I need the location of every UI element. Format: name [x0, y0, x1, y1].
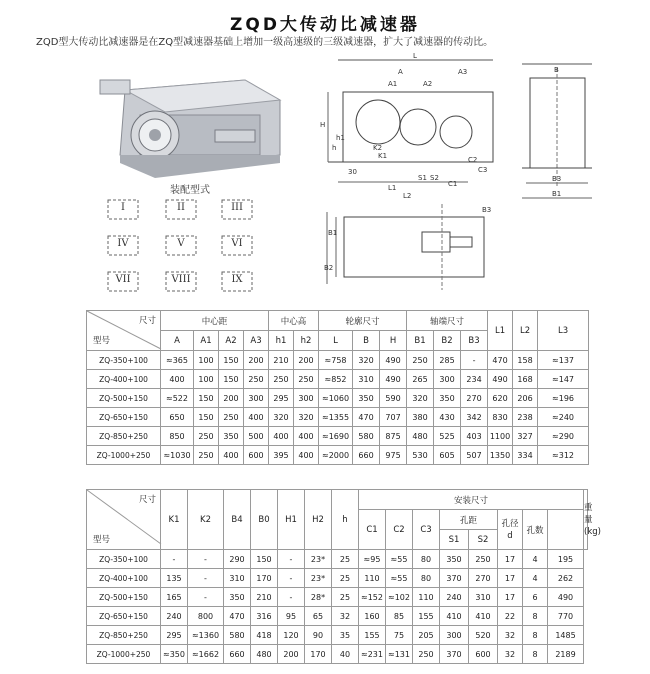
col-C2: C2 — [386, 510, 413, 550]
table-cell: - — [188, 569, 224, 588]
col-A: A — [161, 331, 194, 351]
table-cell: 155 — [413, 607, 440, 626]
table-cell: 250 — [469, 550, 498, 569]
variant-7: VII — [104, 270, 142, 293]
table-cell: 525 — [434, 427, 461, 446]
table-cell: 800 — [188, 607, 224, 626]
table-cell: ≈102 — [386, 588, 413, 607]
table-cell: ≈1690 — [319, 427, 353, 446]
table-cell: 490 — [548, 588, 584, 607]
table-cell: 200 — [294, 351, 319, 370]
model-cell: ZQ-350+100 — [87, 550, 161, 569]
table-cell: - — [278, 569, 305, 588]
model-cell: ZQ-650+150 — [87, 408, 161, 427]
label-30: 30 — [348, 168, 357, 176]
table-cell: 770 — [548, 607, 584, 626]
col-B4: B4 — [224, 490, 251, 550]
label-H: H — [320, 121, 326, 129]
table-cell: 40 — [332, 645, 359, 664]
table-cell: 234 — [461, 370, 488, 389]
table-cell: 210 — [269, 351, 294, 370]
table-cell: 240 — [440, 588, 469, 607]
table-row — [87, 389, 589, 408]
table-cell: 300 — [294, 389, 319, 408]
table-row — [87, 569, 588, 588]
table-cell: - — [461, 351, 488, 370]
table-cell: 370 — [440, 569, 469, 588]
table-row — [87, 408, 589, 427]
table-cell: 530 — [407, 446, 434, 465]
table-cell: ≈1030 — [161, 446, 194, 465]
col-h1: h1 — [269, 331, 294, 351]
table-cell: 240 — [161, 607, 188, 626]
label-A: A — [398, 68, 403, 76]
label-L1: L1 — [388, 184, 397, 192]
table-cell: 320 — [407, 389, 434, 408]
model-cell: ZQ-350+100 — [87, 351, 161, 370]
group-hole-spacing: 孔距 — [440, 510, 498, 530]
table-cell: 4 — [523, 569, 548, 588]
label-L: L — [413, 52, 417, 60]
col-L1: L1 — [488, 311, 513, 351]
table-cell: ≈55 — [386, 569, 413, 588]
table-cell: 285 — [434, 351, 461, 370]
col-C3: C3 — [413, 510, 440, 550]
table-cell: 660 — [224, 645, 251, 664]
table-cell: ≈137 — [538, 351, 589, 370]
table-cell: 875 — [380, 427, 407, 446]
model-cell: ZQ-850+250 — [87, 626, 161, 645]
col-S1: S1 — [440, 530, 469, 550]
col-hole-diameter: 孔径 d — [498, 510, 523, 550]
label-A1: A1 — [388, 80, 398, 88]
table-cell: 590 — [380, 389, 407, 408]
table1-body — [87, 351, 589, 465]
page-title: ZQD大传动比减速器 — [230, 15, 420, 35]
table-cell: ≈152 — [359, 588, 386, 607]
table-cell: 350 — [224, 588, 251, 607]
table-cell: 238 — [513, 408, 538, 427]
table-cell: 403 — [461, 427, 488, 446]
table-cell: ≈231 — [359, 645, 386, 664]
col-C1: C1 — [359, 510, 386, 550]
model-cell: ZQ-400+100 — [87, 370, 161, 389]
table-cell: 32 — [332, 607, 359, 626]
table-cell: 250 — [413, 645, 440, 664]
model-cell: ZQ-1000+250 — [87, 446, 161, 465]
table-cell: 17 — [498, 588, 523, 607]
col-hole-count: 孔数 — [523, 510, 548, 550]
table-cell: 490 — [380, 370, 407, 389]
table-cell: 250 — [294, 370, 319, 389]
table-cell: 200 — [244, 351, 269, 370]
table-cell: 490 — [380, 351, 407, 370]
table-cell: ≈1662 — [188, 645, 224, 664]
table-cell: 350 — [440, 550, 469, 569]
table-cell: 418 — [251, 626, 278, 645]
table-cell: 23* — [305, 569, 332, 588]
table-cell: - — [278, 550, 305, 569]
table-cell: 620 — [488, 389, 513, 408]
table-cell: ≈350 — [161, 645, 188, 664]
table-cell: 32 — [498, 626, 523, 645]
table-cell: 23* — [305, 550, 332, 569]
table-cell: 295 — [269, 389, 294, 408]
table-row — [87, 370, 589, 389]
variant-9: IX — [218, 270, 256, 293]
table-cell: 8 — [523, 607, 548, 626]
col-h2: h2 — [294, 331, 319, 351]
variant-5: V — [162, 234, 200, 257]
table-cell: 334 — [513, 446, 538, 465]
label-K2: K2 — [373, 144, 383, 152]
table-cell: 135 — [161, 569, 188, 588]
table-cell: 400 — [219, 446, 244, 465]
assembly-label: 装配型式 — [170, 185, 210, 196]
table-cell: 342 — [461, 408, 488, 427]
col-h: h — [332, 490, 359, 550]
table-cell: 165 — [161, 588, 188, 607]
group-shaft-end: 轴端尺寸 — [407, 311, 488, 331]
table-cell: ≈131 — [386, 645, 413, 664]
table-cell: 480 — [407, 427, 434, 446]
table-cell: ≈1355 — [319, 408, 353, 427]
label-C3: C3 — [478, 166, 488, 174]
label-top-B1: B1 — [328, 229, 338, 237]
table-cell: 250 — [219, 408, 244, 427]
variant-3: III — [218, 198, 256, 221]
label-h1: h1 — [336, 134, 345, 142]
side-view-drawing — [318, 52, 503, 200]
table-cell: 707 — [380, 408, 407, 427]
label-A2: A2 — [423, 80, 433, 88]
table-cell: 170 — [251, 569, 278, 588]
table-cell: 605 — [434, 446, 461, 465]
table-cell: 370 — [440, 645, 469, 664]
model-cell: ZQ-650+150 — [87, 607, 161, 626]
table2-diag-header: 尺寸 型号 — [87, 490, 161, 550]
table-cell: 265 — [407, 370, 434, 389]
table-cell: 500 — [244, 427, 269, 446]
table-cell: 95 — [278, 607, 305, 626]
model-cell: ZQ-500+150 — [87, 588, 161, 607]
table-cell: 110 — [359, 569, 386, 588]
variant-1: I — [104, 198, 142, 221]
table-cell: 270 — [469, 569, 498, 588]
table-cell: - — [278, 588, 305, 607]
table-cell: 250 — [269, 370, 294, 389]
table-cell: 17 — [498, 550, 523, 569]
table-row — [87, 427, 589, 446]
group-install: 安装尺寸 — [359, 490, 584, 510]
table-cell: 200 — [219, 389, 244, 408]
table-cell: 400 — [294, 427, 319, 446]
table-cell: ≈290 — [538, 427, 589, 446]
table-cell: ≈196 — [538, 389, 589, 408]
table-cell: 480 — [251, 645, 278, 664]
label-L2: L2 — [403, 192, 412, 200]
table-cell: 150 — [194, 389, 219, 408]
table-cell: 350 — [353, 389, 380, 408]
table-cell: 80 — [413, 550, 440, 569]
label-B1: B1 — [552, 190, 562, 198]
group-center-height: 中心高 — [269, 311, 319, 331]
table-cell: 320 — [269, 408, 294, 427]
table-cell: 250 — [244, 370, 269, 389]
col-L2: L2 — [513, 311, 538, 351]
table-cell: 100 — [194, 370, 219, 389]
table-cell: 650 — [161, 408, 194, 427]
table-cell: 850 — [161, 427, 194, 446]
col-L: L — [319, 331, 353, 351]
table-cell: ≈758 — [319, 351, 353, 370]
table-cell: 380 — [407, 408, 434, 427]
table-cell: 600 — [244, 446, 269, 465]
table-cell: 316 — [251, 607, 278, 626]
label-h: h — [332, 144, 337, 152]
col-A1: A1 — [194, 331, 219, 351]
table-cell: ≈95 — [359, 550, 386, 569]
table-cell: ≈1360 — [188, 626, 224, 645]
model-cell: ZQ-1000+250 — [87, 645, 161, 664]
top-view-drawing — [322, 202, 502, 292]
col-B: B — [353, 331, 380, 351]
table-cell: 270 — [461, 389, 488, 408]
table-cell: ≈55 — [386, 550, 413, 569]
table-cell: 310 — [224, 569, 251, 588]
table-cell: 170 — [305, 645, 332, 664]
group-center-distance: 中心距 — [161, 311, 269, 331]
page-subtitle: ZQD型大传动比减速器是在ZQ型减速器基础上增加一级高速级的三级减速器，扩大了减速器的传动比。 — [36, 37, 494, 48]
table-cell: 507 — [461, 446, 488, 465]
table-cell: 158 — [513, 351, 538, 370]
label-top-B3: B3 — [482, 206, 492, 214]
installation-table — [86, 489, 601, 664]
label-S1: S1 — [418, 174, 427, 182]
table-cell: 150 — [219, 370, 244, 389]
col-B3: B3 — [461, 331, 488, 351]
col-K1: K1 — [161, 490, 188, 550]
table-cell: 400 — [294, 446, 319, 465]
table-cell: 1100 — [488, 427, 513, 446]
table-cell: 327 — [513, 427, 538, 446]
col-S2: S2 — [469, 530, 498, 550]
table-cell: 1485 — [548, 626, 584, 645]
table-cell: 8 — [523, 626, 548, 645]
table-row — [87, 626, 588, 645]
table-cell: - — [188, 550, 224, 569]
label-C1: C1 — [448, 180, 458, 188]
table-cell: 65 — [305, 607, 332, 626]
table-cell: 300 — [434, 370, 461, 389]
table-cell: 300 — [244, 389, 269, 408]
col-B1: B1 — [407, 331, 434, 351]
label-C2: C2 — [468, 156, 478, 164]
table-cell: ≈522 — [161, 389, 194, 408]
variant-8: VIII — [162, 270, 200, 293]
table-cell: 295 — [161, 626, 188, 645]
table-cell: 25 — [332, 588, 359, 607]
table-cell: 80 — [413, 569, 440, 588]
table-cell: 975 — [380, 446, 407, 465]
assembly-variants — [104, 198, 259, 294]
col-A2: A2 — [219, 331, 244, 351]
table-cell: 262 — [548, 569, 584, 588]
table-cell: ≈240 — [538, 408, 589, 427]
table-cell: 320 — [294, 408, 319, 427]
table-cell: ≈852 — [319, 370, 353, 389]
col-H1: H1 — [278, 490, 305, 550]
table-cell: 6 — [523, 588, 548, 607]
table-cell: 195 — [548, 550, 584, 569]
table-cell: 400 — [161, 370, 194, 389]
table-cell: 400 — [244, 408, 269, 427]
table-cell: 600 — [469, 645, 498, 664]
table-cell: 300 — [440, 626, 469, 645]
table-cell: 206 — [513, 389, 538, 408]
table-cell: 400 — [269, 427, 294, 446]
variant-2: II — [162, 198, 200, 221]
col-B0: B0 — [251, 490, 278, 550]
label-S2: S2 — [430, 174, 439, 182]
table-cell: 160 — [359, 607, 386, 626]
table-cell: 8 — [523, 645, 548, 664]
table-row — [87, 645, 588, 664]
table-cell: 395 — [269, 446, 294, 465]
table-cell: 150 — [251, 550, 278, 569]
table-cell: 490 — [488, 370, 513, 389]
model-cell: ZQ-400+100 — [87, 569, 161, 588]
table-cell: 100 — [194, 351, 219, 370]
table-cell: 120 — [278, 626, 305, 645]
table-cell: ≈2000 — [319, 446, 353, 465]
table-cell: 75 — [386, 626, 413, 645]
table-cell: 470 — [488, 351, 513, 370]
col-H2: H2 — [305, 490, 332, 550]
col-weight: 重量 (kg) — [584, 490, 588, 550]
table-cell: ≈365 — [161, 351, 194, 370]
table-cell: 310 — [353, 370, 380, 389]
group-contour: 轮廓尺寸 — [319, 311, 407, 331]
table-cell: 580 — [353, 427, 380, 446]
table-cell: 90 — [305, 626, 332, 645]
table-cell: 2189 — [548, 645, 584, 664]
table-cell: ≈1060 — [319, 389, 353, 408]
table-cell: 320 — [353, 351, 380, 370]
table-cell: 310 — [469, 588, 498, 607]
table-cell: 290 — [224, 550, 251, 569]
table-cell: 110 — [413, 588, 440, 607]
table1-diag-header: 尺寸 型号 — [87, 311, 161, 351]
variant-6: VI — [218, 234, 256, 257]
table-cell: - — [161, 550, 188, 569]
table-row — [87, 446, 589, 465]
col-B2: B2 — [434, 331, 461, 351]
table-cell: 470 — [224, 607, 251, 626]
table-cell: 17 — [498, 569, 523, 588]
label-K1: K1 — [378, 152, 388, 160]
table2-body — [87, 550, 588, 664]
table-cell: ≈312 — [538, 446, 589, 465]
table-cell: 210 — [251, 588, 278, 607]
table-cell: 200 — [278, 645, 305, 664]
dimensions-table — [86, 310, 589, 465]
table-cell: 25 — [332, 550, 359, 569]
table-cell: 85 — [386, 607, 413, 626]
table-row — [87, 351, 589, 370]
col-K2: K2 — [188, 490, 224, 550]
table-cell: 250 — [194, 446, 219, 465]
table-row — [87, 588, 588, 607]
table-cell: 35 — [332, 626, 359, 645]
table-cell: 168 — [513, 370, 538, 389]
label-A3: A3 — [458, 68, 468, 76]
table-cell: 430 — [434, 408, 461, 427]
table-cell: 155 — [359, 626, 386, 645]
table-cell: 150 — [194, 408, 219, 427]
table-cell: ≈147 — [538, 370, 589, 389]
table-cell: 25 — [332, 569, 359, 588]
table-cell: 250 — [194, 427, 219, 446]
table-cell: 830 — [488, 408, 513, 427]
variant-4: IV — [104, 234, 142, 257]
table-cell: 520 — [469, 626, 498, 645]
table-cell: 470 — [353, 408, 380, 427]
table-cell: 350 — [219, 427, 244, 446]
table-row — [87, 550, 588, 569]
table-cell: 410 — [440, 607, 469, 626]
table-cell: 4 — [523, 550, 548, 569]
table-row — [87, 607, 588, 626]
table-cell: 580 — [224, 626, 251, 645]
model-cell: ZQ-500+150 — [87, 389, 161, 408]
table-cell: 150 — [219, 351, 244, 370]
label-B3: B3 — [552, 175, 562, 183]
table-cell: 410 — [469, 607, 498, 626]
reducer-photo — [95, 60, 300, 190]
table-cell: 28* — [305, 588, 332, 607]
table-cell: 1350 — [488, 446, 513, 465]
table-cell: 250 — [407, 351, 434, 370]
label-top-B2: B2 — [324, 264, 334, 272]
table-cell: 32 — [498, 645, 523, 664]
end-view-drawing — [512, 58, 600, 208]
label-B: B — [554, 66, 559, 74]
col-L3: L3 — [538, 311, 589, 351]
model-cell: ZQ-850+250 — [87, 427, 161, 446]
table-cell: 22 — [498, 607, 523, 626]
table-cell: 350 — [434, 389, 461, 408]
col-H: H — [380, 331, 407, 351]
table-cell: - — [188, 588, 224, 607]
col-A3: A3 — [244, 331, 269, 351]
table-cell: 660 — [353, 446, 380, 465]
table-cell: 205 — [413, 626, 440, 645]
